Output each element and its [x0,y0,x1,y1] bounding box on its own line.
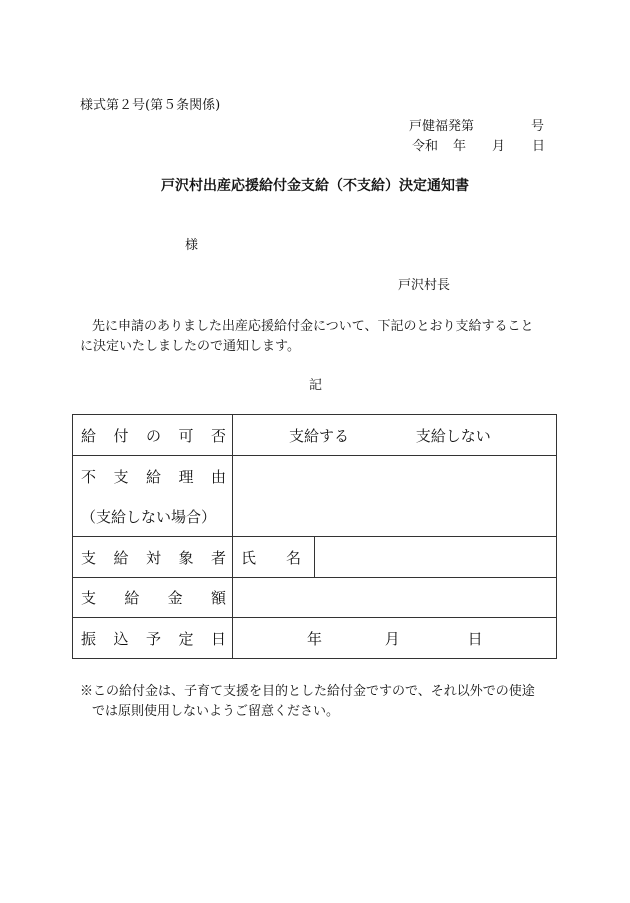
label-name: 氏 名 [233,537,315,578]
form-number: 様式第２号(第５条関係) [80,98,221,113]
note-line2: では原則使用しないようご留意ください。 [92,704,340,719]
option-no-pay[interactable]: 支給しない [415,426,491,445]
document-year-unit: 年 [453,139,467,154]
transfer-day-unit: 日 [467,629,483,648]
document-month-unit: 月 [492,139,506,154]
body-text-line2: に決定いたしましたので通知します。 [80,339,300,354]
label-recipient: 支 給 対 象 者 [73,537,233,578]
decision-table [72,414,557,659]
label-non-payment-sub: （支給しない場合） [81,507,217,526]
transfer-year-unit: 年 [307,629,323,648]
payment-decision-options [233,415,557,456]
body-text-line1: 先に申請のありました出産応援給付金について、下記のとおり支給すること [92,319,534,334]
option-pay[interactable]: 支給する [289,426,350,445]
page-title: 戸沢村出産応援給付金支給（不支給）決定通知書 [161,178,469,194]
row-non-payment-reason [73,456,557,537]
issuer: 戸沢村長 [398,278,451,293]
addressee-honorific: 様 [185,238,199,253]
transfer-month-unit: 月 [384,629,400,648]
amount-field[interactable] [233,578,557,618]
row-payment-decision [73,415,557,456]
non-payment-reason-field[interactable] [233,456,557,537]
transfer-date-field[interactable] [233,618,557,659]
label-transfer-date: 振 込 予 定 日 [73,618,233,659]
ki-heading: 記 [309,378,323,393]
label-non-payment-reason: 不 支 給 理 由 （支給しない場合） [73,456,233,537]
document-number-prefix: 戸健福発第 [409,119,475,134]
label-payment-decision: 給 付 の 可 否 [73,415,233,456]
row-recipient [73,537,557,578]
label-amount: 支 給 金 額 [73,578,233,618]
document-number-suffix: 号 [531,119,545,134]
row-transfer-date [73,618,557,659]
row-amount [73,578,557,618]
note-line1: ※この給付金は、子育て支援を目的とした給付金ですので、それ以外での使途 [80,684,535,699]
recipient-name-field[interactable] [315,537,557,578]
document-day-unit: 日 [532,139,546,154]
document-era: 令和 [412,139,439,154]
